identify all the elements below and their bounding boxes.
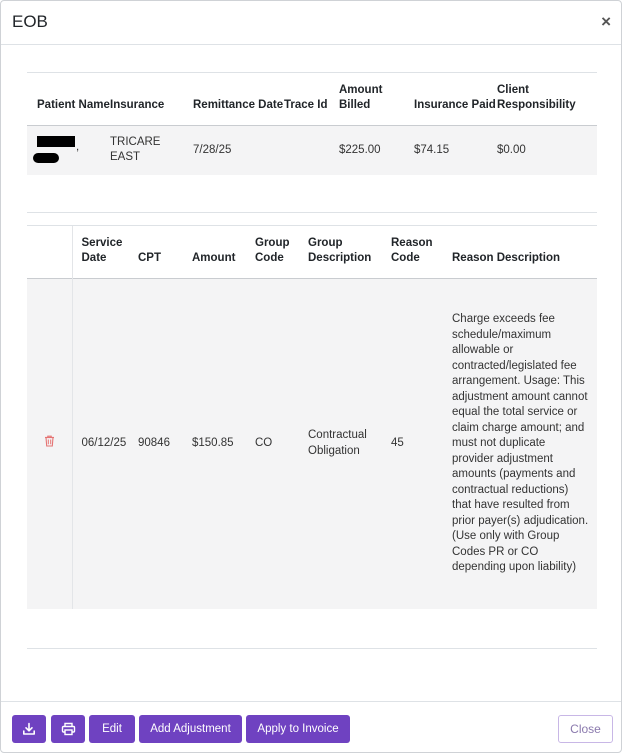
insurance-cell: TRICARE EAST (110, 135, 161, 164)
col-header-amount-billed: Amount Billed (339, 83, 383, 111)
col-header-insurance: Insurance (110, 99, 165, 111)
cpt-cell: 90846 (138, 437, 170, 449)
col-header-group-description: Group Description (308, 236, 372, 264)
patient-name-cell (27, 125, 110, 175)
amount-cell: $150.85 (192, 437, 234, 449)
col-header-client-responsibility: Client Responsibility (497, 83, 576, 111)
divider (27, 648, 597, 649)
reason-code-cell: 45 (391, 437, 404, 449)
close-button[interactable]: Close (558, 715, 613, 743)
col-header-reason-code: Reason Code (391, 236, 433, 264)
col-header-reason-description: Reason Description (452, 252, 560, 264)
print-button[interactable] (51, 715, 85, 743)
col-header-trace-id: Trace Id (284, 99, 328, 111)
close-icon[interactable]: × (601, 12, 611, 31)
trace-id-cell (284, 125, 339, 175)
remittance-date-cell: 7/28/25 (193, 143, 232, 156)
group-description-cell: Contractual Obligation (308, 429, 367, 457)
print-icon (61, 722, 76, 736)
service-date-cell: 06/12/25 (81, 437, 127, 449)
remittance-summary-table (27, 73, 597, 175)
edit-button[interactable]: Edit (89, 715, 135, 743)
client-responsibility-cell: $0.00 (497, 143, 526, 156)
insurance-paid-cell: $74.15 (414, 143, 450, 156)
col-header-remittance-date: Remittance Date (193, 99, 284, 111)
col-header-service-date: Service Date (81, 236, 123, 264)
divider (27, 212, 597, 213)
modal-footer (1, 701, 621, 754)
col-header-actions (27, 226, 72, 278)
col-header-cpt: CPT (138, 252, 161, 264)
redacted-patient-name: , (29, 136, 75, 164)
modal-title: EOB (12, 12, 48, 31)
col-header-patient-name: Patient Name (37, 99, 110, 111)
table-header-row (27, 226, 597, 278)
download-button[interactable] (12, 715, 46, 743)
reason-description-cell: Charge exceeds fee schedule/maximum allowable or contracted/legislated fee arrangement. Usage: This adjustment amount cannot equal the total service or claim charge amount; and must not duplicate provider adjustment amounts (payments and contractual reductions) that have resulted from prior payer(s) adjudication. (Use only with Group Codes PR or CO depending upon liability) (452, 313, 589, 573)
col-header-group-code: Group Code (255, 236, 290, 264)
col-header-amount: Amount (192, 252, 236, 264)
add-adjustment-button[interactable]: Add Adjustment (139, 715, 242, 743)
table-row (27, 125, 597, 175)
table-header-row (27, 73, 597, 125)
group-code-cell: CO (255, 437, 273, 449)
col-header-insurance-paid: Insurance Paid (414, 99, 496, 111)
apply-to-invoice-button[interactable]: Apply to Invoice (246, 715, 350, 743)
trash-icon[interactable] (44, 435, 55, 453)
modal-header (1, 1, 621, 45)
table-row (27, 278, 597, 609)
download-icon (22, 722, 36, 736)
actions-cell (27, 278, 72, 609)
adjustments-table (27, 226, 597, 609)
amount-billed-cell: $225.00 (339, 143, 381, 156)
